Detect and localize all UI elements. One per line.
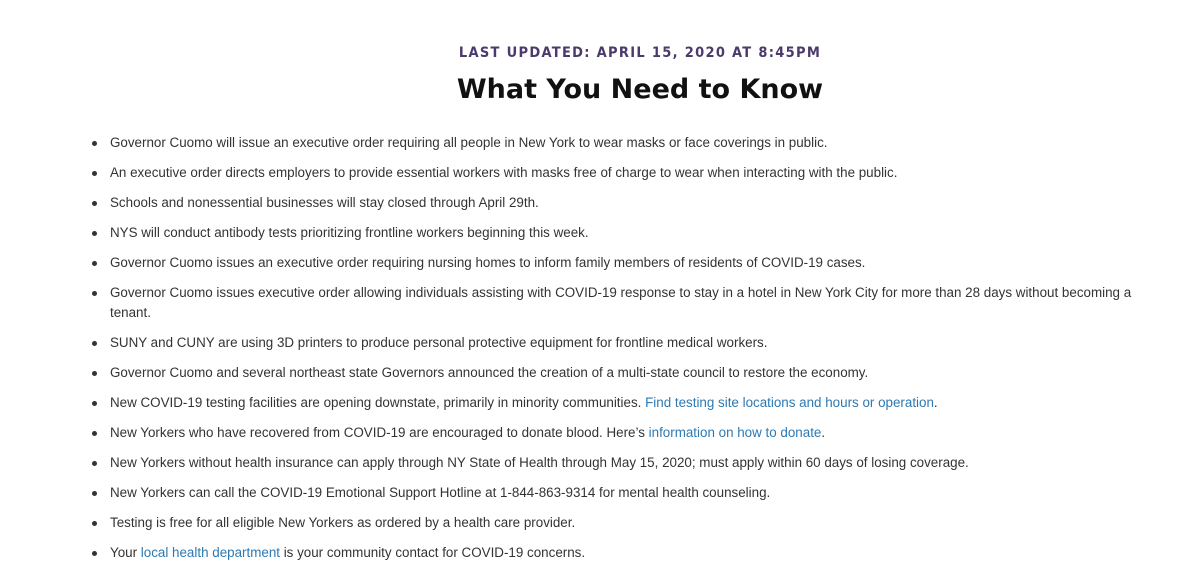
bullet-icon xyxy=(92,461,97,466)
list-item xyxy=(91,283,1151,323)
list-item xyxy=(91,423,1151,443)
list-item-text: Governor Cuomo issues an executive order requiring nursing homes to inform family members of residents of COVID-19 cases. xyxy=(110,255,866,270)
bullet-icon xyxy=(92,551,97,556)
list-item-text: New Yorkers without health insurance can apply through NY State of Health through May 15, 2020; must apply within 60 days of losing coverage. xyxy=(110,455,969,470)
news-list xyxy=(91,133,1151,573)
list-item-text-end: . xyxy=(933,395,938,410)
list-item xyxy=(91,483,1151,503)
list-item xyxy=(91,163,1151,183)
last-updated-label: LAST UPDATED: APRIL 15, 2020 AT 8:45PM xyxy=(458,45,822,61)
bullet-icon xyxy=(92,171,97,176)
list-item xyxy=(91,363,1151,383)
list-item xyxy=(91,333,1151,353)
list-item-text-end: . xyxy=(821,425,826,440)
list-item-text: Governor Cuomo will issue an executive order requiring all people in New York to wear masks or face coverings in public. xyxy=(110,135,828,150)
list-item-text: Your xyxy=(110,545,141,560)
list-item xyxy=(91,543,1151,563)
bullet-icon xyxy=(92,341,97,346)
list-item-text: Governor Cuomo and several northeast state Governors announced the creation of a multi-state council to restore the economy. xyxy=(110,365,869,380)
bullet-icon xyxy=(92,431,97,436)
donate-info-link[interactable]: information on how to donate xyxy=(648,425,822,440)
list-item-text: SUNY and CUNY are using 3D printers to produce personal protective equipment for frontline medical workers. xyxy=(110,335,768,350)
list-item xyxy=(91,133,1151,153)
bullet-icon xyxy=(92,521,97,526)
list-item-text: Testing is free for all eligible New Yorkers as ordered by a health care provider. xyxy=(110,515,576,530)
list-item xyxy=(91,453,1151,473)
list-item xyxy=(91,393,1151,413)
list-item xyxy=(91,223,1151,243)
local-health-department-link[interactable]: local health department xyxy=(140,545,280,560)
list-item xyxy=(91,253,1151,273)
list-item-text: Schools and nonessential businesses will stay closed through April 29th. xyxy=(110,195,539,210)
bullet-icon xyxy=(92,371,97,376)
bullet-icon xyxy=(92,261,97,266)
bullet-icon xyxy=(92,491,97,496)
bullet-icon xyxy=(92,231,97,236)
bullet-icon xyxy=(92,141,97,146)
list-item-text: New Yorkers can call the COVID-19 Emotional Support Hotline at 1-844-863-9314 for mental health counseling. xyxy=(110,485,771,500)
list-item xyxy=(91,193,1151,213)
bullet-icon xyxy=(92,291,97,296)
list-item-text: New Yorkers who have recovered from COVID-19 are encouraged to donate blood. Here’s xyxy=(110,425,649,440)
testing-sites-link[interactable]: Find testing site locations and hours or operation xyxy=(645,395,934,410)
bullet-icon xyxy=(92,401,97,406)
list-item xyxy=(91,513,1151,533)
page-title: What You Need to Know xyxy=(456,74,824,105)
list-item-text: Governor Cuomo issues executive order allowing individuals assisting with COVID-19 response to stay in a hotel in New York City for more than 28 days without becoming a tenant. xyxy=(110,285,1132,320)
list-item-text-end: is your community contact for COVID-19 concerns. xyxy=(279,545,586,560)
list-item-text: New COVID-19 testing facilities are opening downstate, primarily in minority communities. xyxy=(110,395,646,410)
list-item-text: NYS will conduct antibody tests prioritizing frontline workers beginning this week. xyxy=(110,225,589,240)
list-item-text: An executive order directs employers to provide essential workers with masks free of charge to wear when interacting with the public. xyxy=(110,165,898,180)
bullet-icon xyxy=(92,201,97,206)
